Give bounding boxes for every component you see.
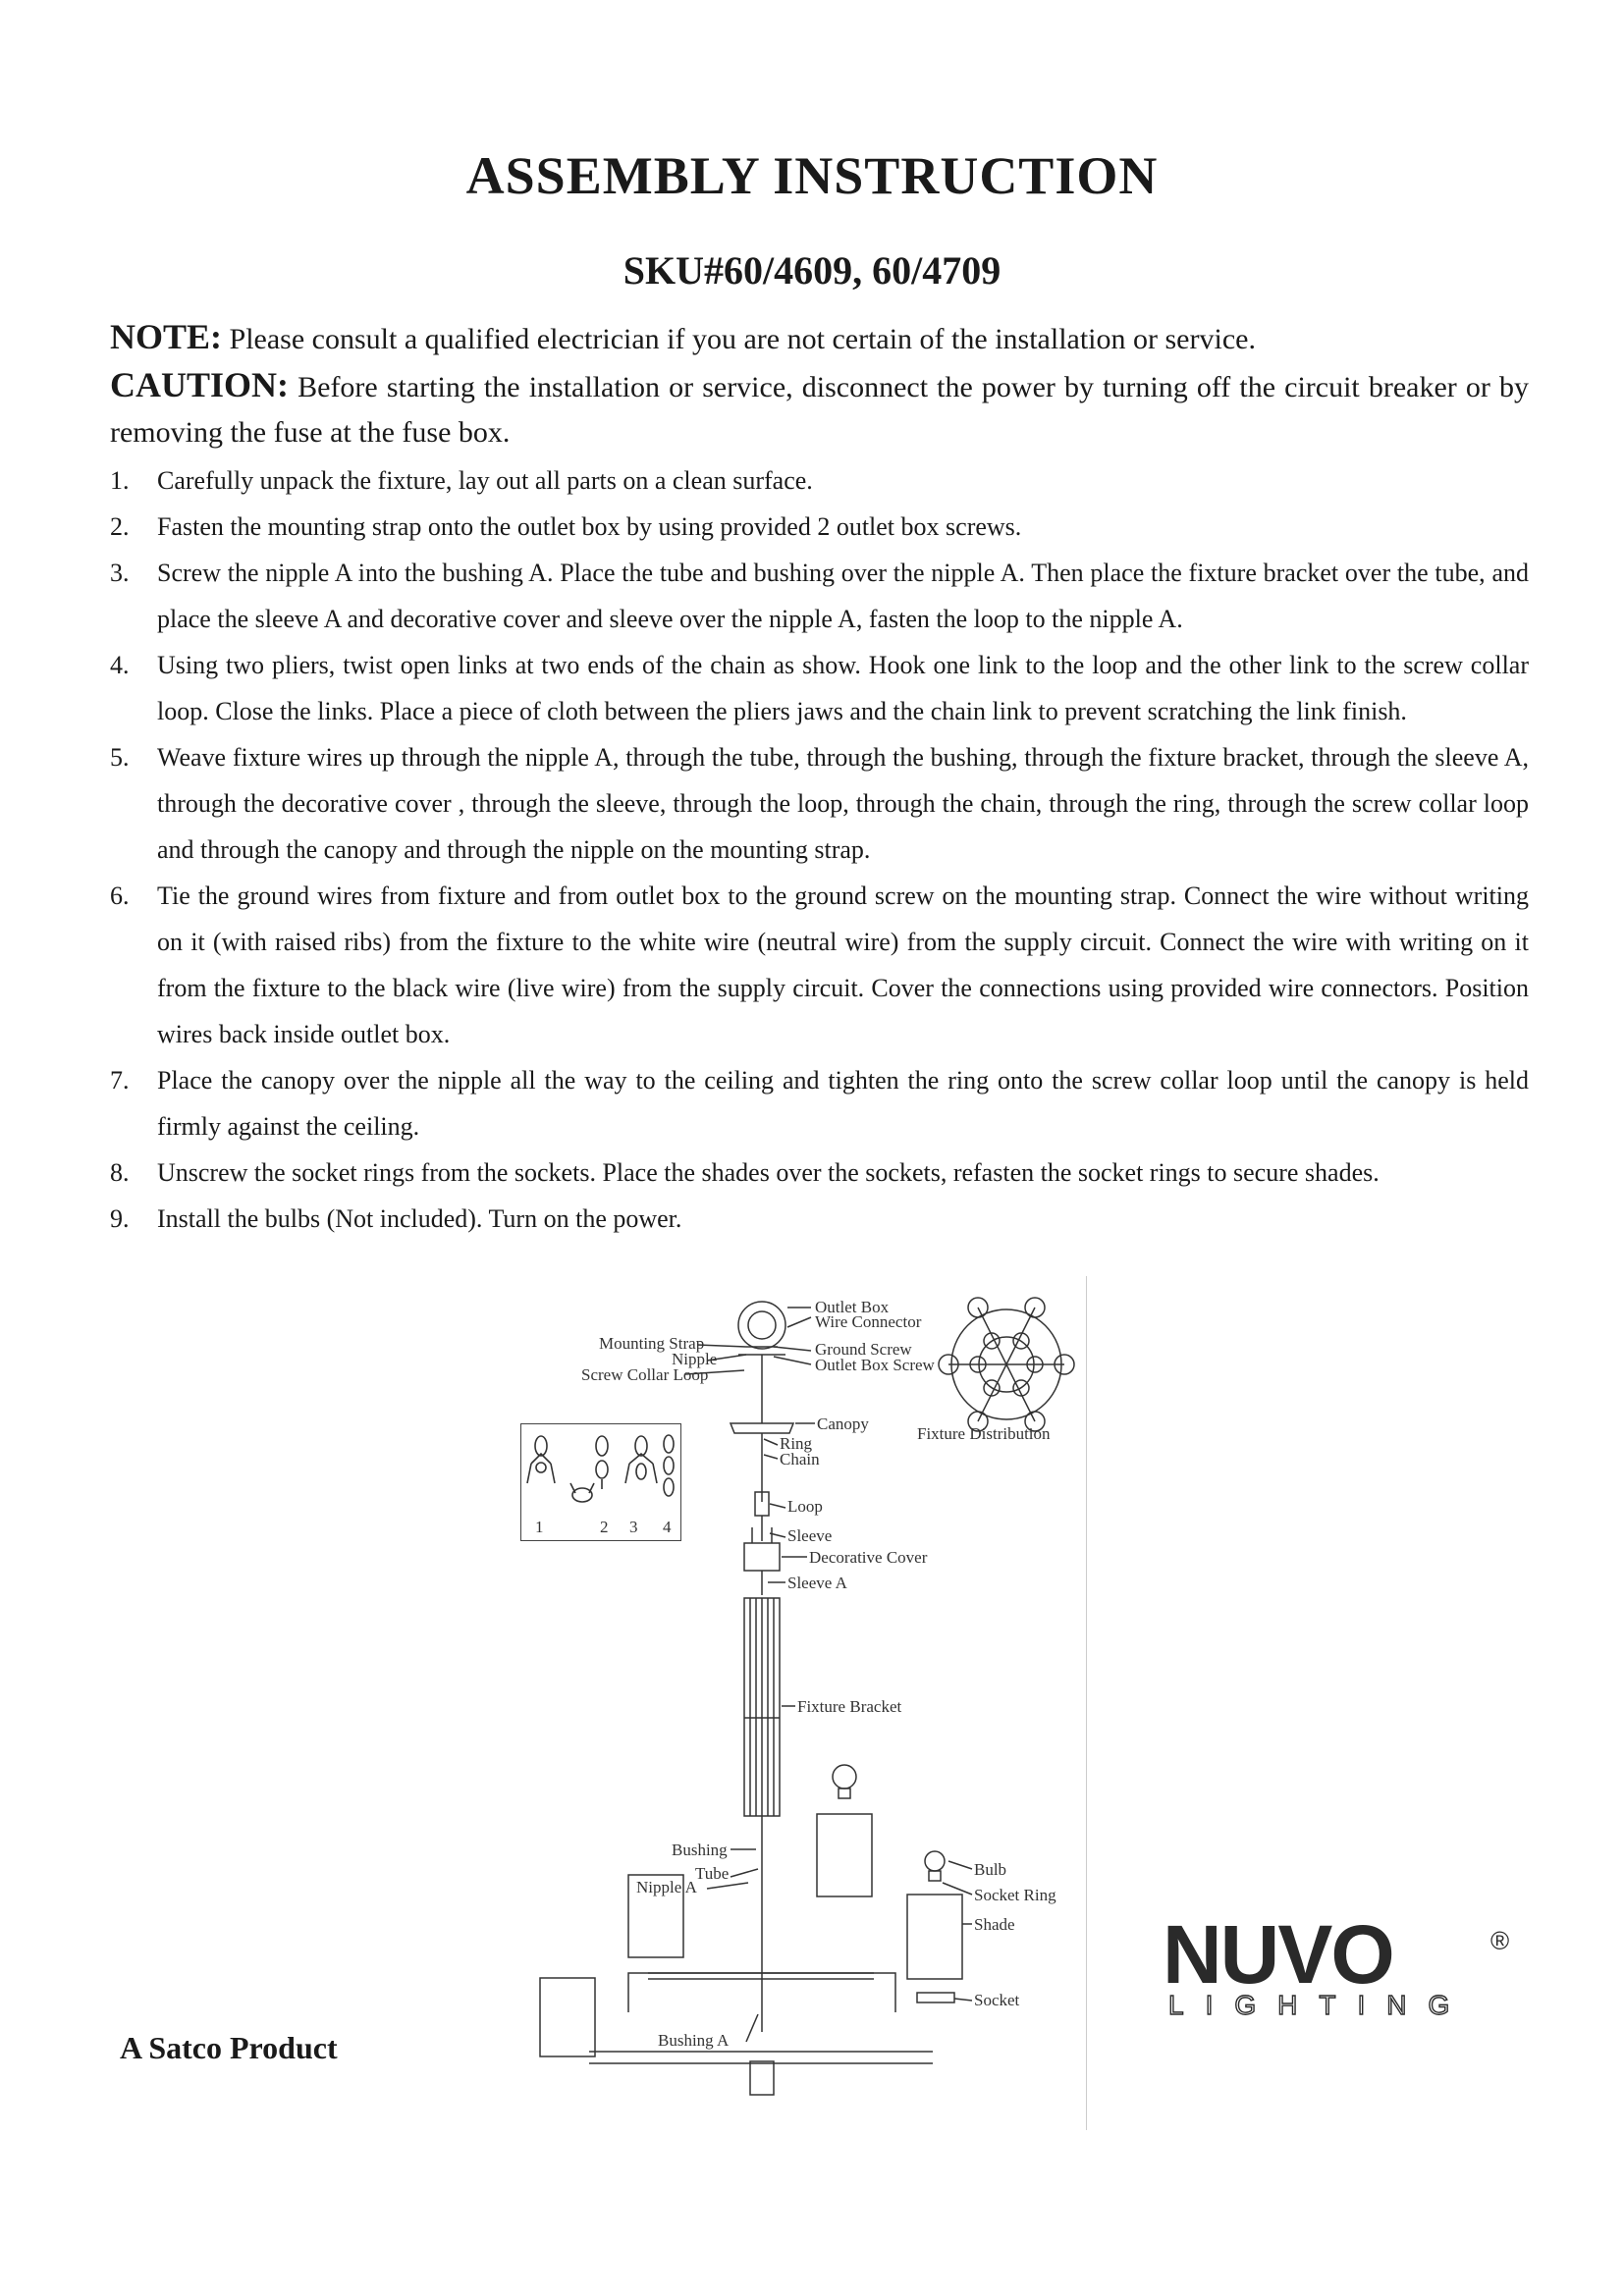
step-text: Tie the ground wires from fixture and from outlet box to the ground screw on the mounting strap. Connect the wire without writing on it (with raised ribs) from the fixture to the white wire (neutral wire) from the supply circuit. Connect the wire with writing on it from the fixture to the black wire (live wire) from the supply circuit. Cover the connections using provided wire connectors. Position wires back inside outlet box. (157, 881, 1529, 1048)
label-wire-connector: Wire Connector (815, 1312, 922, 1331)
label-canopy: Canopy (817, 1415, 869, 1433)
label-socket-ring: Socket Ring (974, 1886, 1056, 1904)
step-text: Install the bulbs (Not included). Turn on the power. (157, 1204, 682, 1233)
step-number: 8. (110, 1158, 130, 1187)
step-text: Carefully unpack the fixture, lay out all parts on a clean surface. (157, 466, 813, 495)
logo-wordmark: NUVO (1163, 1914, 1393, 2001)
step-number: 6. (110, 881, 130, 910)
step-number: 9. (110, 1204, 130, 1233)
step-item (110, 1196, 1529, 1242)
steps-list (110, 457, 1529, 1242)
step-item (110, 1149, 1529, 1196)
label-bushing-a: Bushing A (658, 2031, 730, 2050)
step-item (110, 873, 1529, 1057)
label-nipple-a: Nipple A (636, 1878, 697, 1896)
label-fixture-distribution: Fixture Distribution (917, 1424, 1051, 1443)
step-item (110, 504, 1529, 550)
logo-registered-mark: ® (1490, 1926, 1510, 1955)
label-shade: Shade (974, 1915, 1015, 1934)
step-text: Fasten the mounting strap onto the outlet box by using provided 2 outlet box screws. (157, 512, 1022, 541)
chandelier-assembly-diagram (511, 1286, 1090, 2130)
label-chain: Chain (780, 1450, 820, 1468)
label-socket: Socket (974, 1991, 1020, 2009)
label-tube: Tube (695, 1864, 730, 1883)
step-item (110, 457, 1529, 504)
step-number: 7. (110, 1066, 130, 1095)
step-number: 4. (110, 651, 130, 679)
step-item (110, 642, 1529, 734)
sku-heading: SKU#60/4609, 60/4709 (623, 248, 1001, 293)
step-number: 2. (110, 512, 130, 541)
step-item (110, 734, 1529, 873)
step-text: Unscrew the socket rings from the sockets. Place the shades over the sockets, refasten the socket rings to secure shades. (157, 1158, 1380, 1187)
label-mounting-strap: Mounting Strap (599, 1334, 705, 1353)
step-number: 5. (110, 743, 130, 772)
note-label: NOTE: (110, 317, 223, 356)
step-number: 3. (110, 559, 130, 587)
step-text: Using two pliers, twist open links at two ends of the chain as show. Hook one link to the loop and the other link to the screw collar loop. Close the links. Place a piece of cloth between the pliers jaws and the chain link to prevent scratching the link finish. (157, 651, 1529, 725)
label-outlet-box: Outlet Box (815, 1298, 890, 1316)
step-text: Place the canopy over the nipple all the way to the ceiling and tighten the ring onto the screw collar loop until the canopy is held firmly against the ceiling. (157, 1066, 1529, 1141)
label-loop: Loop (787, 1497, 823, 1516)
inset-number: 1 (535, 1518, 544, 1536)
step-text: Weave fixture wires up through the nipple A, through the tube, through the bushing, through the fixture bracket, through the sleeve A, through the decorative cover , through the sleeve, through the loop, through the chain, through the ring, through the screw collar loop and through the canopy and through the nipple on the mounting strap. (157, 743, 1529, 864)
label-bulb: Bulb (974, 1860, 1007, 1879)
inset-number: 3 (629, 1518, 638, 1536)
caution-paragraph (110, 362, 1529, 455)
notes-block (110, 314, 1529, 455)
label-outlet-box-screw: Outlet Box Screw (815, 1356, 935, 1374)
label-ground-screw: Ground Screw (815, 1340, 912, 1359)
label-nipple: Nipple (672, 1350, 718, 1368)
label-screw-collar-loop: Screw Collar Loop (581, 1365, 709, 1384)
caution-label: CAUTION: (110, 365, 290, 404)
step-item (110, 1057, 1529, 1149)
satco-product-label: A Satco Product (120, 2030, 338, 2065)
label-bushing: Bushing (672, 1841, 728, 1859)
label-sleeve-a: Sleeve A (787, 1574, 847, 1592)
logo-subtitle: LIGHTING (1168, 1990, 1472, 2020)
note-text: Please consult a qualified electrician if you are not certain of the installation or service. (222, 323, 1256, 355)
page-title: ASSEMBLY INSTRUCTION (465, 146, 1159, 205)
step-number: 1. (110, 466, 130, 495)
nuvo-lighting-logo (1159, 1914, 1522, 2022)
inset-number: 2 (600, 1518, 609, 1536)
step-text: Screw the nipple A into the bushing A. Place the tube and bushing over the nipple A. Then place the fixture bracket over the tube, and place the sleeve A and decorative cover and sleeve over the nipple A, fasten the loop to the nipple A. (157, 559, 1529, 633)
caution-text: Before starting the installation or service, disconnect the power by turning off the circuit breaker or by removing the fuse at the fuse box. (110, 371, 1529, 449)
label-fixture-bracket: Fixture Bracket (797, 1697, 902, 1716)
label-sleeve: Sleeve (787, 1526, 833, 1545)
inset-number: 4 (663, 1518, 672, 1536)
label-ring: Ring (780, 1434, 813, 1453)
step-item (110, 550, 1529, 642)
label-decorative-cover: Decorative Cover (809, 1548, 928, 1567)
divider-line (1086, 1276, 1087, 2130)
note-paragraph (110, 314, 1529, 362)
